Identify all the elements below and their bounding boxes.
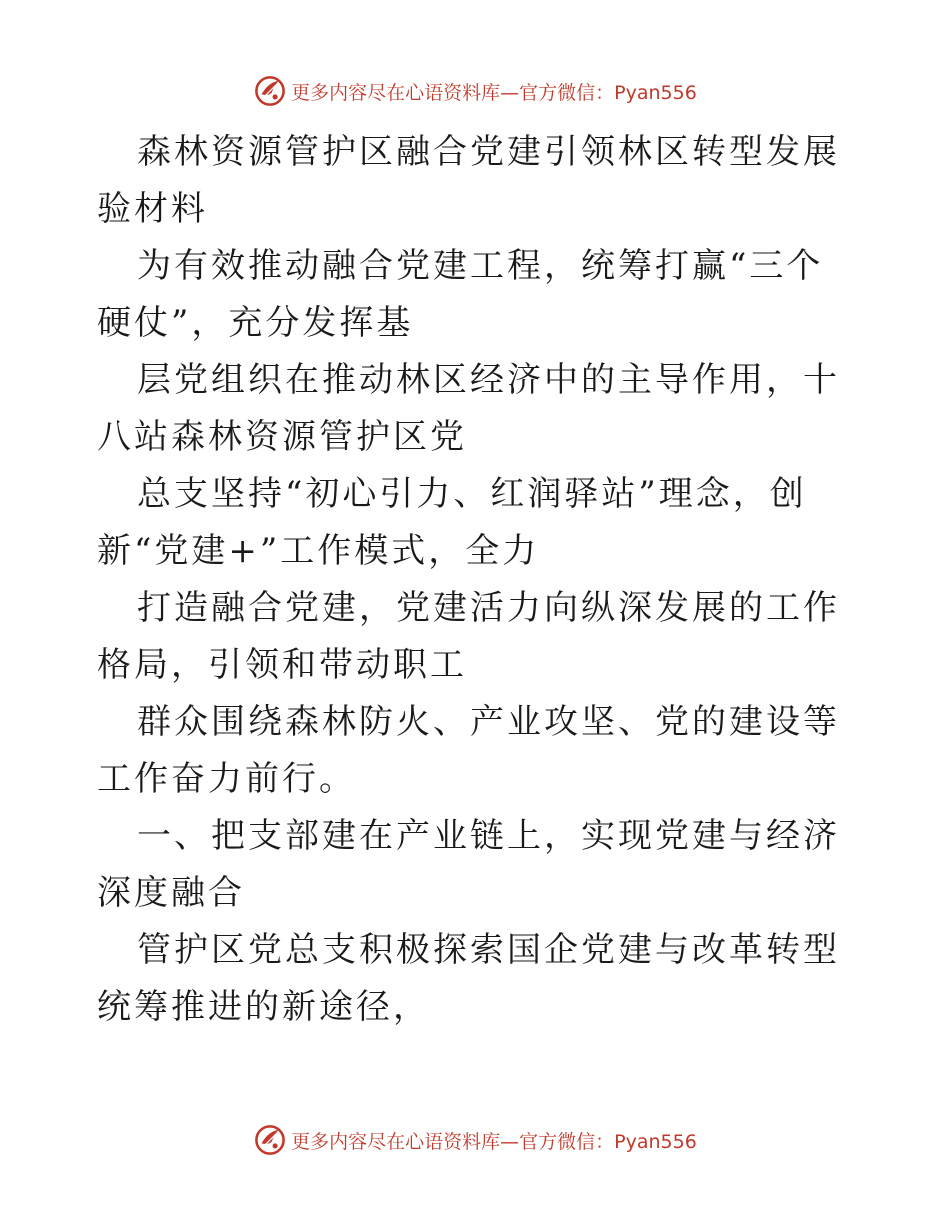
document-body xyxy=(97,124,857,1036)
paragraph: 总支坚持“初心引力、红润驿站”理念，创新“党建+”工作模式，全力 xyxy=(97,474,807,571)
section-heading: 一、把支部建在产业链上，实现党建与经济深度融合 xyxy=(97,816,840,913)
footer-watermark-banner xyxy=(0,1120,950,1160)
paragraph: 管护区党总支积极探索国企党建与改革转型统筹推进的新途径， xyxy=(97,930,840,1027)
watermark-text xyxy=(291,78,697,105)
paragraph: 层党组织在推动林区经济中的主导作用，十八站森林资源管护区党 xyxy=(97,360,840,457)
paragraph: 为有效推动融合党建工程，统筹打赢“三个硬仗”，充分发挥基 xyxy=(97,246,824,343)
watermark-separator: — xyxy=(500,1130,520,1153)
watermark-site: 更多内容尽在心语资料库 xyxy=(291,81,501,104)
watermark-wechat: 官方微信：Pyan556 xyxy=(519,1130,697,1153)
paragraph: 群众围绕森林防火、产业攻坚、党的建设等工作奋力前行。 xyxy=(97,702,840,799)
pen-logo-icon xyxy=(253,74,287,108)
paragraph: 打造融合党建，党建活力向纵深发展的工作格局，引领和带动职工 xyxy=(97,588,840,685)
document-title: 森林资源管护区融合党建引领林区转型发展验材料 xyxy=(97,132,840,229)
header-watermark-banner xyxy=(0,71,950,111)
pen-logo-icon xyxy=(253,1123,287,1157)
watermark-wechat: 官方微信：Pyan556 xyxy=(519,81,697,104)
watermark-text xyxy=(291,1127,697,1154)
watermark-separator: — xyxy=(500,81,520,104)
watermark-site: 更多内容尽在心语资料库 xyxy=(291,1130,501,1153)
